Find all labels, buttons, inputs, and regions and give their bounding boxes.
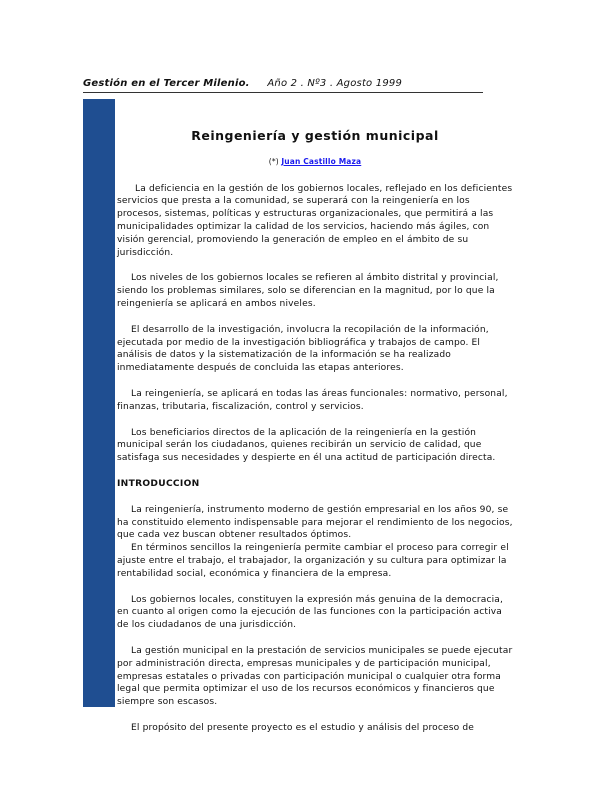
paragraph: En términos sencillos la reingeniería permite cambiar el proceso para corregir el ajuste entre el trabajo, el trabajador, la organización y su cultura para optimizar la rentabilidad social, económica y financiera de la empresa. (117, 543, 509, 579)
article-body (117, 100, 513, 748)
journal-header (83, 78, 483, 89)
issue-info: Año 2 . Nº3 . Agosto 1999 (267, 78, 403, 89)
paragraph: La deficiencia en la gestión de los gobiernos locales, reflejado en los deficientes servicios que presta a la comunidad, se superará con la reingeniería en los procesos, sistemas, políticas y estructuras organizacionales, que permitirá a las municipalidades optimizar la calidad de los servicios, haciendo más ágiles, con visión gerencial, promoviendo la generación de empleo en el ámbito de su jurisdicción. (117, 183, 513, 258)
author-line (117, 156, 513, 169)
article-title: Reingeniería y gestión municipal (191, 128, 439, 143)
paragraph: La gestión municipal en la prestación de servicios municipales se puede ejecutar por administración directa, empresas municipales y de participación municipal, empresas estatales o privadas con participación municipal o cualquier otra forma legal que permita optimizar el uso de los recursos económicos y financieros que siempre son escasos. (117, 645, 513, 708)
section-heading: INTRODUCCION (117, 478, 200, 489)
author-link[interactable]: Juan Castillo Maza (281, 156, 362, 166)
paragraph: Los gobiernos locales, constituyen la expresión más genuina de la democracia, en cuanto al origen como la ejecución de las funciones con la participación activa de los ciudadanos de una jurisdicción. (117, 594, 504, 631)
paragraph: Los beneficiarios directos de la aplicación de la reingeniería en la gestión municipal serán los ciudadanos, quienes recibirán un servicio de calidad, que satisfaga sus necesidades y despierte en él una actitud de participación directa. (117, 427, 496, 464)
paragraph: Los niveles de los gobiernos locales se refieren al ámbito distrital y provincial, siendo los problemas similares, solo se diferencian en la magnitud, por lo que la reingeniería se aplicará en ambos niveles. (117, 273, 499, 309)
header-rule (83, 92, 483, 93)
paragraph: El desarrollo de la investigación, involucra la recopilación de la información, ejecutada por medio de la investigación bibliográfica y trabajos de campo. El análisis de datos y la sistematización de la información se ha realizado inmediatamente después de concluida las etapas anteriores. (117, 324, 489, 374)
paragraph: La reingeniería, se aplicará en todas las áreas funcionales: normativo, personal, finanzas, tributaria, fiscalización, control y servicios. (117, 388, 508, 412)
paragraph: La reingeniería, instrumento moderno de gestión empresarial en los años 90, se ha constituido elemento indispensable para mejorar el rendimiento de los negocios, que cada vez buscan obtener resultados óptimos. (117, 504, 513, 541)
left-sidebar-bar (83, 99, 115, 707)
author-prefix: (*) (268, 156, 279, 166)
paragraph: El propósito del presente proyecto es el estudio y análisis del proceso de (131, 722, 475, 733)
journal-name: Gestión en el Tercer Milenio. (83, 78, 250, 89)
